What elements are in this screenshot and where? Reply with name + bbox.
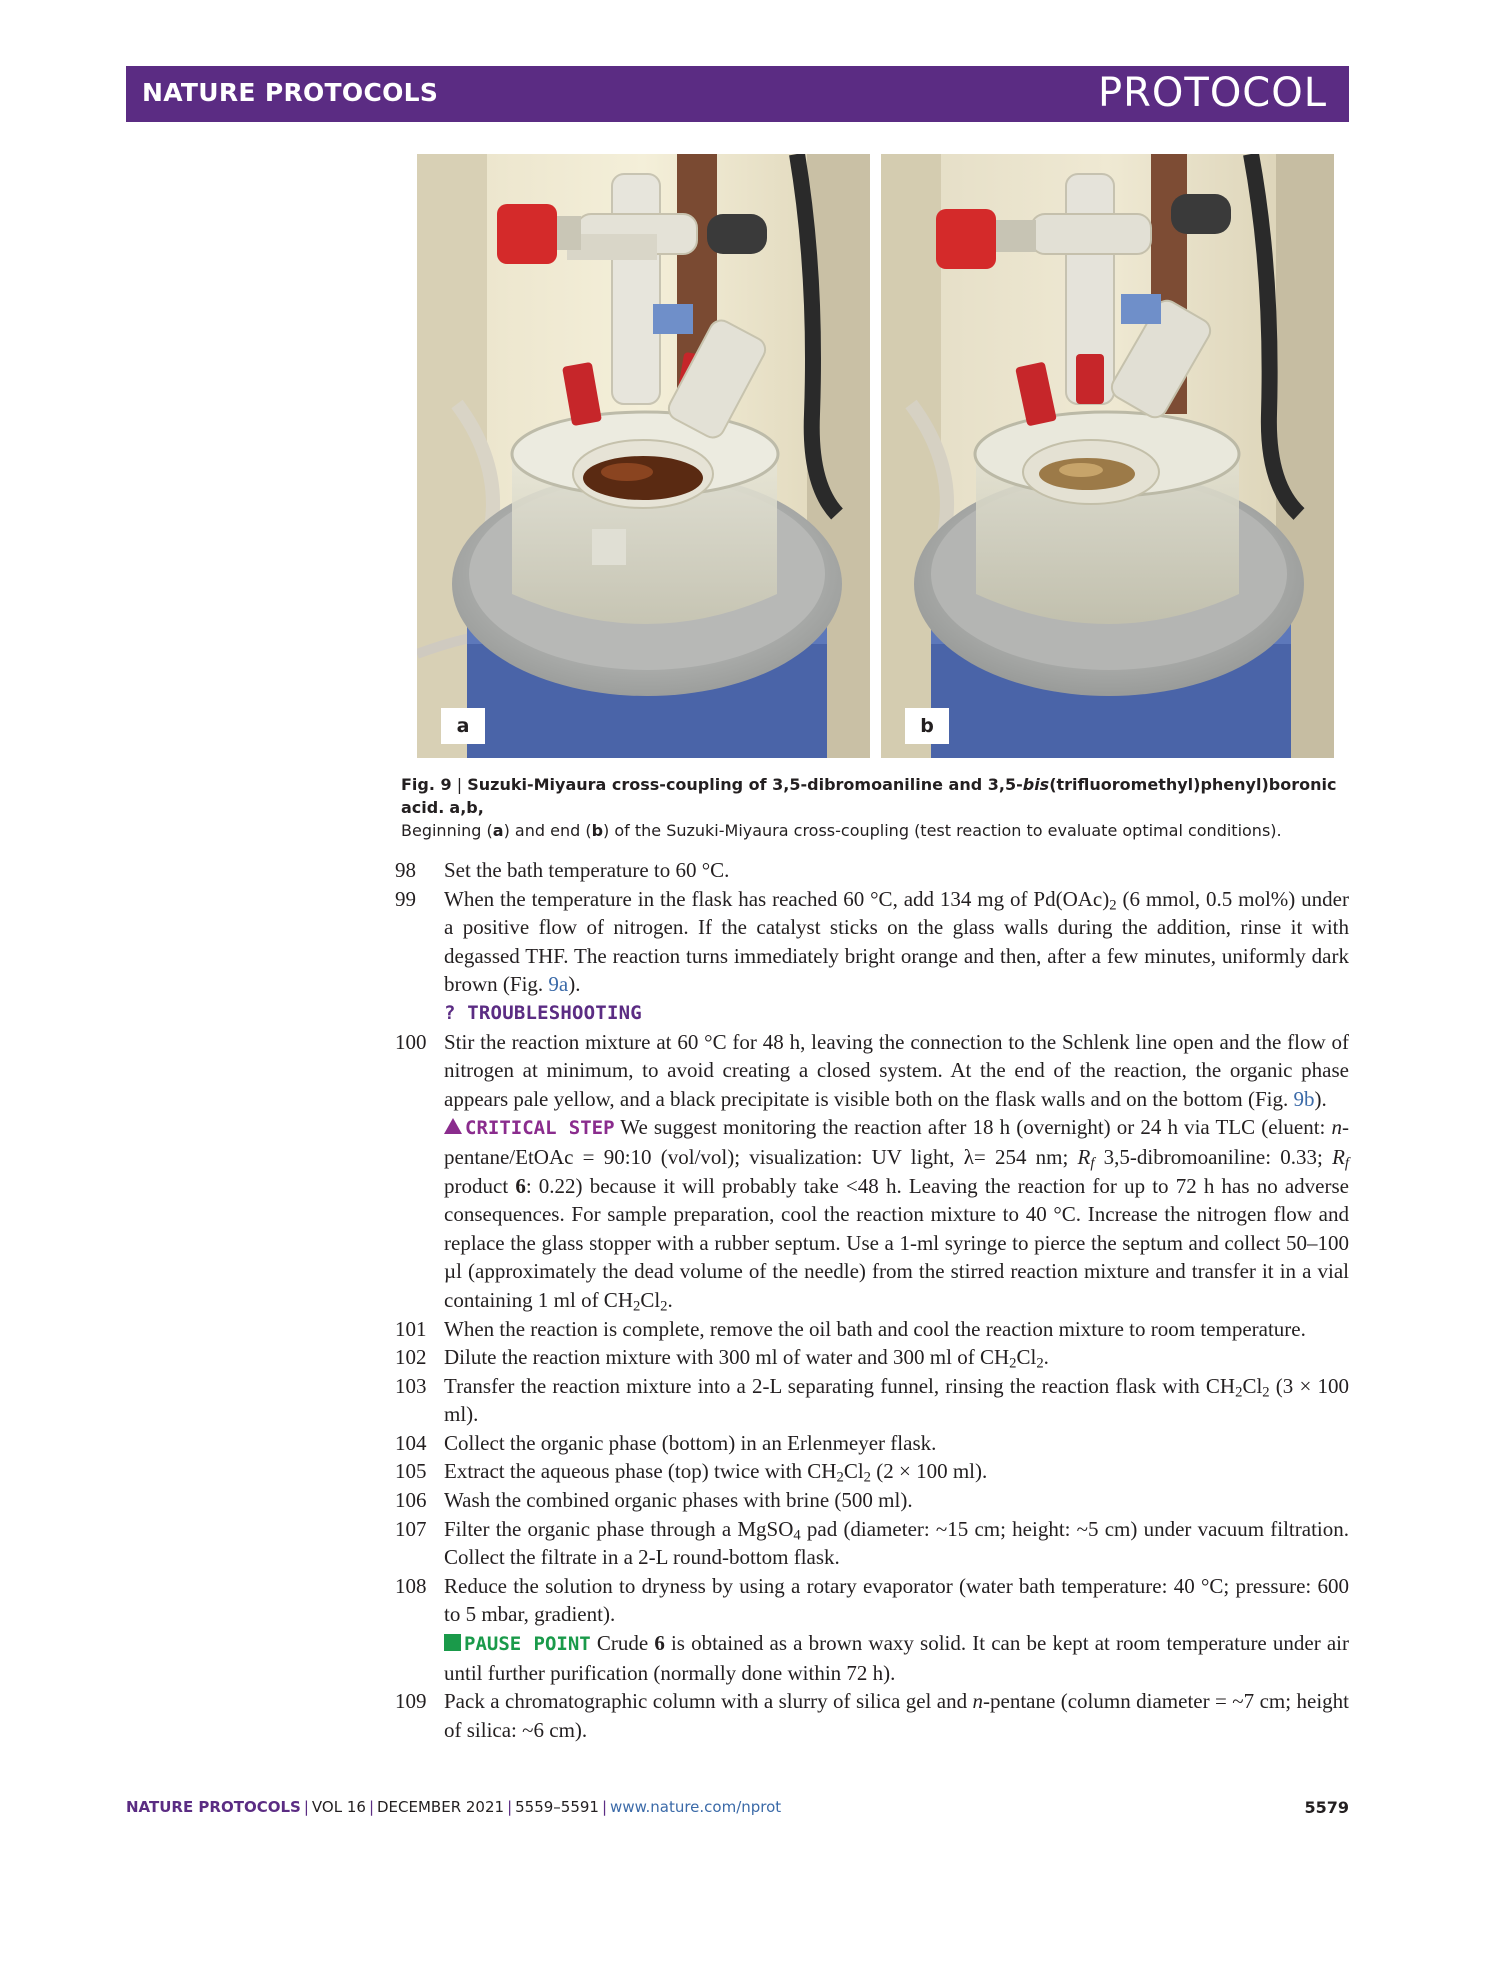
subscript: 2 [1262, 1384, 1270, 1401]
critical-part: . [667, 1287, 673, 1312]
step-105-part: Cl [843, 1459, 864, 1484]
step-text [444, 1372, 1349, 1429]
step-99-part: When the temperature in the flask has reached 60 °C, add 134 mg of Pd(OAc) [444, 886, 1110, 911]
pause-part: is obtained as a brown waxy solid. It can be kept at room temperature under air until further purification (normally done within 72 h). [444, 1631, 1349, 1685]
caption-body-2: ) and end ( [503, 821, 592, 840]
subscript: 2 [1109, 897, 1117, 914]
step-104 [395, 1429, 1349, 1458]
photo-reaction-setup-end [881, 154, 1334, 758]
figure-caption: Fig. 9 | Suzuki-Miyaura cross-coupling of 3,5-dibromoaniline and 3,5-bis(trifluoromethyl)phenyl)boronic acid. a,b, Beginning (a) and end (b) of the Suzuki-Miyaura cross-coupling (test reaction to evaluate optimal conditions). [401, 775, 1337, 840]
critical-part: -pentane/EtOAc = 90:10 (vol/vol); visualization: UV light, λ= 254 nm; [444, 1115, 1349, 1169]
critical-part: We suggest monitoring the reaction after 18 h (overnight) or 24 h via TLC (eluent: [614, 1115, 1332, 1140]
figure-ref-9b[interactable]: 9b [1293, 1086, 1315, 1111]
figure-ref-9a[interactable]: 9a [548, 972, 569, 997]
step-106 [395, 1486, 1349, 1515]
subscript: 2 [1036, 1355, 1044, 1372]
troubleshooting-link[interactable]: ? TROUBLESHOOTING [444, 1001, 642, 1024]
procedure-steps [395, 856, 1349, 1744]
panel-label-b: b [905, 708, 949, 744]
footer-pages: 5559–5591 [515, 1798, 599, 1816]
step-number: 107 [395, 1516, 427, 1541]
step-102 [395, 1343, 1349, 1372]
step-text: Collect the organic phase (bottom) in an Erlenmeyer flask. [444, 1430, 937, 1455]
step-number: 101 [395, 1316, 427, 1341]
critical-part: 3,5-dibromoaniline: 0.33; [1094, 1144, 1333, 1169]
article-type: PROTOCOL [1097, 70, 1327, 116]
step-99-part: (6 mmol, 0.5 mol%) under a positive flow of nitrogen. If the catalyst sticks on the glass walls during the addition, rinse it with degassed THF. The reaction turns immediately bright orange and then, after a few minutes, uniformly dark brown (Fig. [444, 886, 1349, 997]
figure-9b-photo [881, 154, 1334, 758]
step-107 [395, 1515, 1349, 1572]
figure-panels-ref: a,b, [449, 798, 484, 817]
critical-part: Cl [640, 1287, 661, 1312]
step-number: 108 [395, 1573, 427, 1598]
step-text [444, 885, 1349, 999]
step-107-part: pad (diameter: ~15 cm; height: ~5 cm) under vacuum filtration. Collect the filtrate in a 2-L round-bottom flask. [444, 1516, 1349, 1570]
page-footer: NATURE PROTOCOLS | VOL 16 | DECEMBER 2021 | 5559–5591 | www.nature.com/nprot 5579 [126, 1798, 1349, 1817]
photo-reaction-setup-begin [417, 154, 870, 758]
journal-name: NATURE PROTOCOLS [142, 78, 439, 107]
step-103-part: Transfer the reaction mixture into a 2-L separating funnel, rinsing the reaction flask with CH [444, 1373, 1236, 1398]
step-number: 105 [395, 1459, 427, 1484]
step-105 [395, 1457, 1349, 1486]
step-text: Wash the combined organic phases with brine (500 ml). [444, 1488, 913, 1513]
pause-point-note [444, 1629, 1349, 1687]
step-number: 104 [395, 1430, 427, 1455]
critical-part: : 0.22) because it will probably take <48 h. Leaving the reaction for up to 72 h has no adverse consequences. For sample preparation, cool the reaction mixture to 40 °C. Increase the nitrogen flow and replace the glass stopper with a rubber septum. Use a 1-ml syringe to pierce the septum and collect 50–100 µl (approximately the dead volume of the needle) from the stirred reaction mixture and transfer it in a vial containing 1 ml of CH [444, 1173, 1349, 1312]
step-101 [395, 1315, 1349, 1344]
step-number: 103 [395, 1373, 427, 1398]
caption-body-3: ) of the Suzuki-Miyaura cross-coupling (test reaction to evaluate optimal conditions). [603, 821, 1282, 840]
caption-body-b: b [591, 821, 604, 840]
step-107-part: Filter the organic phase through a MgSO [444, 1516, 794, 1541]
pause-part: Crude [590, 1631, 655, 1656]
italic-n: n [972, 1689, 984, 1714]
critical-triangle-icon [444, 1118, 462, 1134]
caption-body-a: a [492, 821, 504, 840]
step-text [444, 1687, 1349, 1744]
step-text [444, 1343, 1349, 1372]
compound-number: 6 [515, 1173, 526, 1198]
step-number: 98 [395, 858, 416, 882]
step-number: 106 [395, 1488, 427, 1513]
page-number: 5579 [1304, 1798, 1349, 1817]
figure-title: Suzuki-Miyaura cross-coupling of 3,5-dibromoaniline and 3,5- [467, 775, 1023, 794]
footer-volume: VOL 16 [311, 1798, 366, 1816]
caption-body-1: Beginning ( [401, 821, 493, 840]
step-98 [395, 856, 1349, 885]
critical-italic: n [1331, 1115, 1342, 1140]
rf-subscript: f [1344, 1155, 1349, 1172]
step-text [444, 1457, 1349, 1486]
step-text: Set the bath temperature to 60 °C. [444, 858, 730, 882]
rf-symbol: R [1332, 1144, 1345, 1169]
step-100-part: ). [1314, 1086, 1327, 1111]
step-number: 100 [395, 1029, 427, 1054]
step-109-part: Pack a chromatographic column with a slurry of silica gel and [444, 1689, 973, 1714]
footer-journal: NATURE PROTOCOLS [126, 1798, 301, 1816]
figure-title-end: (trifluoromethyl)phenyl)boronic acid. [401, 775, 1337, 817]
step-105-part: (2 × 100 ml). [871, 1459, 988, 1484]
step-105-part: Extract the aqueous phase (top) twice with CH [444, 1459, 837, 1484]
step-text [444, 1515, 1349, 1572]
rf-subscript: f [1090, 1155, 1095, 1172]
figure-9a-photo [417, 154, 870, 758]
step-text: Reduce the solution to dryness by using a rotary evaporator (water bath temperature: 40 °C; pressure: 600 to 5 mbar, gradient). [444, 1573, 1349, 1627]
step-text [444, 1028, 1349, 1114]
compound-number: 6 [654, 1631, 665, 1656]
figure-label: Fig. 9 [401, 775, 452, 794]
step-103 [395, 1372, 1349, 1429]
step-102-part: Dilute the reaction mixture with 300 ml of water and 300 ml of CH [444, 1345, 1010, 1370]
panel-label-a: a [441, 708, 485, 744]
step-number: 99 [395, 886, 416, 911]
pause-square-icon [444, 1634, 461, 1651]
critical-part: product [444, 1173, 516, 1198]
critical-step-label: CRITICAL STEP [465, 1117, 615, 1140]
subscript: 2 [1235, 1384, 1243, 1401]
subscript: 2 [632, 1298, 641, 1315]
step-109-part: -pentane (column diameter = ~7 cm; height of silica: ~6 cm). [444, 1689, 1350, 1742]
figure-title-italic: bis [1022, 775, 1050, 794]
critical-step-note [444, 1113, 1349, 1314]
footer-date: DECEMBER 2021 [377, 1798, 505, 1816]
subscript: 2 [660, 1298, 668, 1315]
step-102-part: Cl [1016, 1345, 1037, 1370]
step-100-part: Stir the reaction mixture at 60 °C for 48 h, leaving the connection to the Schlenk line open and the flow of nitrogen at minimum, to avoid creating a closed system. At the end of the reaction, the organic phase appears pale yellow, and a black precipitate is visible both on the flask walls and on the bottom (Fig. [444, 1029, 1349, 1111]
step-100 [395, 1028, 1349, 1315]
step-text: When the reaction is complete, remove the oil bath and cool the reaction mixture to room temperature. [444, 1316, 1306, 1341]
step-number: 109 [395, 1689, 427, 1714]
pause-point-label: PAUSE POINT [464, 1633, 591, 1656]
subscript: 2 [1009, 1355, 1017, 1372]
subscript: 4 [793, 1527, 801, 1544]
step-number: 102 [395, 1345, 427, 1370]
step-103-part: (3 × 100 ml). [444, 1373, 1349, 1427]
step-102-part: . [1043, 1345, 1049, 1370]
step-103-part: Cl [1242, 1373, 1263, 1398]
step-108 [395, 1572, 1349, 1687]
rf-symbol: R [1077, 1144, 1091, 1169]
footer-url-link[interactable]: www.nature.com/nprot [610, 1798, 782, 1816]
step-99-part: ). [568, 972, 581, 997]
journal-header-bar [126, 66, 1349, 122]
subscript: 2 [836, 1470, 844, 1487]
subscript: 2 [863, 1470, 871, 1487]
step-99 [395, 885, 1349, 1028]
step-109 [395, 1687, 1349, 1744]
